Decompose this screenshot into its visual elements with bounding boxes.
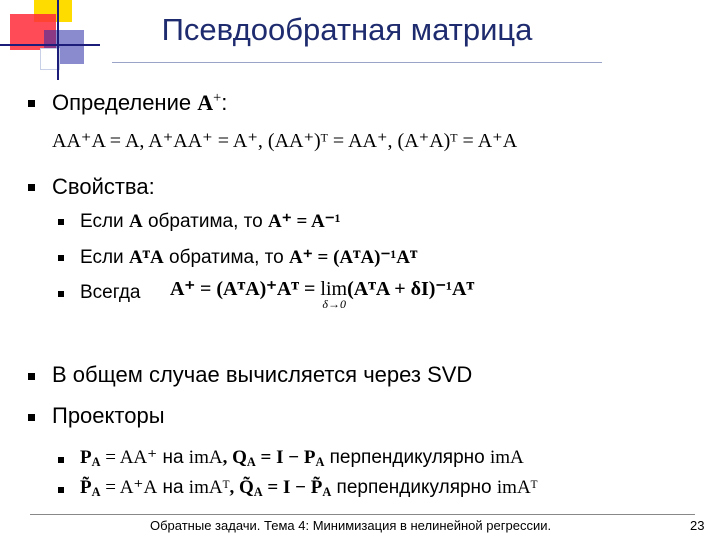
bullet-projector-1 [58, 457, 64, 463]
property-1: Если A обратима, то A⁺ = A⁻¹ [80, 211, 341, 232]
page-number: 23 [690, 518, 705, 533]
bullet-projectors [28, 414, 35, 421]
property-3-label: Всегда [80, 282, 141, 303]
property-2: Если AᵀA обратима, то A⁺ = (AᵀA)⁻¹Aᵀ [80, 247, 418, 268]
properties-heading: Свойства: [52, 174, 155, 199]
decor-vertical-line [57, 0, 59, 80]
projector-1: $P_A = AA^+$ на imA, $Q_A = I - P_A$ перпендикулярно imA [80, 447, 524, 470]
definition-equations: AA⁺A = A, A⁺AA⁺ = A⁺, (AA⁺)ᵀ = AA⁺, (A⁺A)ᵀ = A⁺A [52, 130, 518, 152]
bullet-definition [28, 100, 35, 107]
bullet-projector-2 [58, 487, 64, 493]
bullet-properties [28, 184, 35, 191]
slide-title: Псевдообратная матрица [161, 12, 533, 47]
footer-divider [30, 514, 695, 515]
bullet-property-3 [58, 291, 64, 297]
decor-horizontal-line [0, 44, 100, 46]
svd-line: В общем случае вычисляется через SVD [52, 362, 473, 387]
bullet-property-2 [58, 255, 64, 261]
bullet-property-1 [58, 219, 64, 225]
definition-heading: Определение A+: [52, 90, 228, 115]
bullet-svd [28, 373, 35, 380]
limit-operator: lim δ→0 [320, 278, 348, 311]
projectors-heading: Проекторы [52, 403, 165, 428]
pseudoinverse-formula: A⁺ = (AᵀA)⁺Aᵀ = lim δ→0 (AᵀA + δI)⁻¹Aᵀ [170, 278, 475, 311]
projector-2: $P̃_A = A^+A$ на imAᵀ, $Q̃_A = I$ − $P̃_A$ перпендикулярно imAᵀ [80, 477, 538, 500]
title-underline [112, 62, 602, 63]
footer-text: Обратные задачи. Тема 4: Минимизация в нелинейной регрессии. [150, 518, 552, 533]
